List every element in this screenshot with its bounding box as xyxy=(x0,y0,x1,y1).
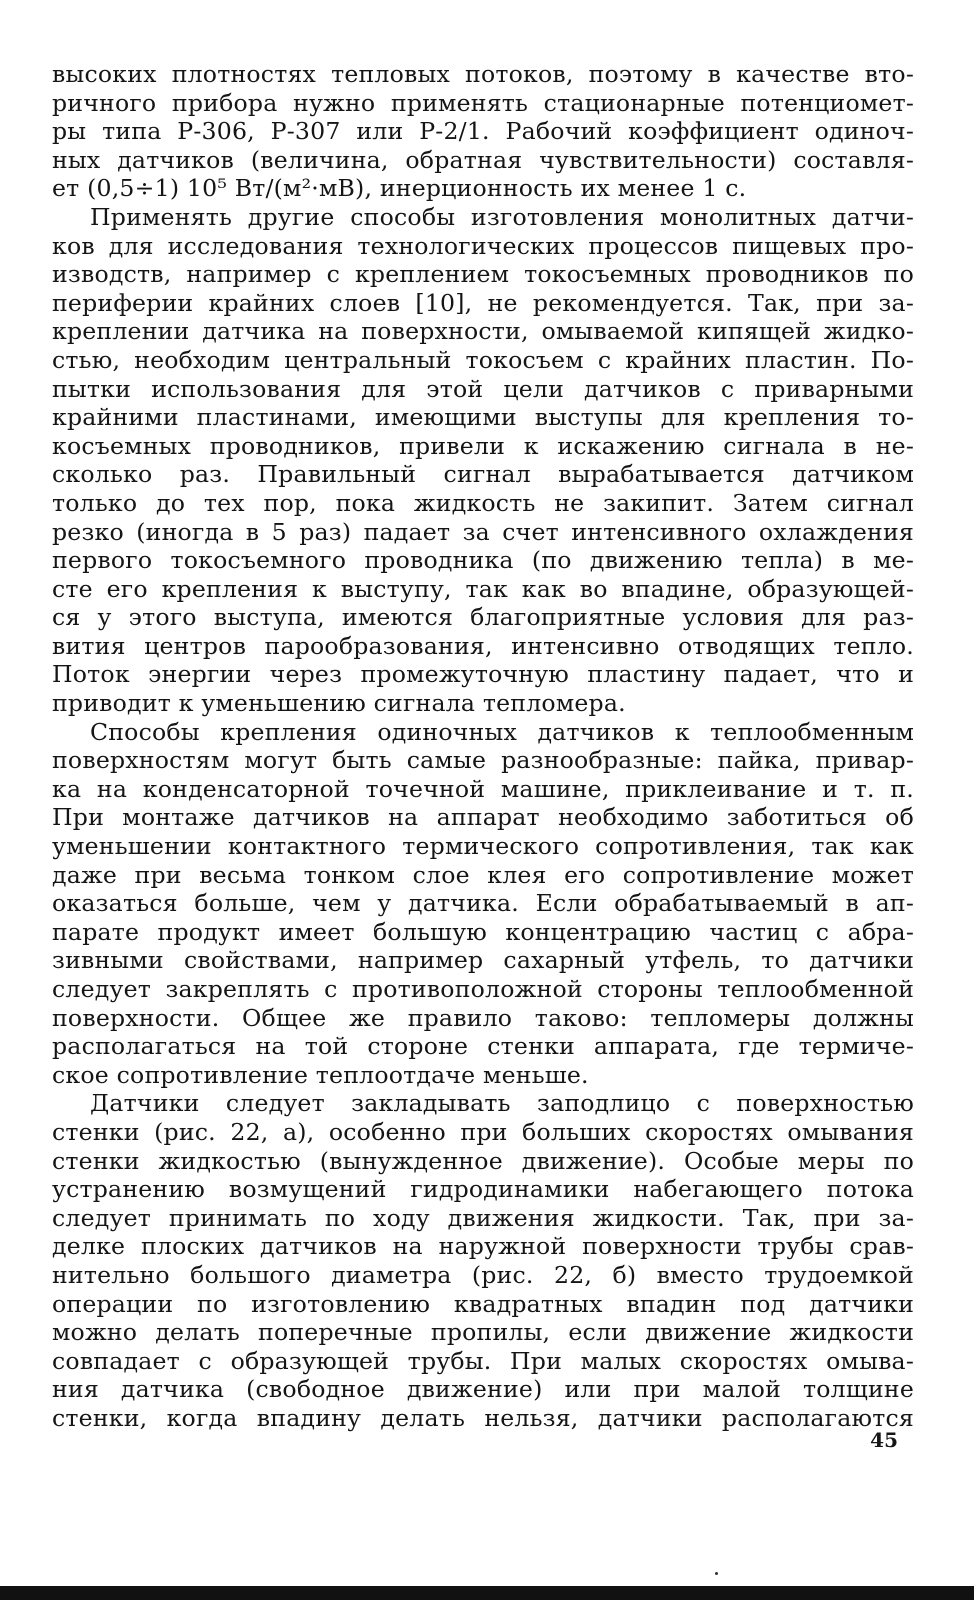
text-line: поверхностям могут быть самые разнообразные: пайка, привар- xyxy=(52,746,914,775)
paragraph xyxy=(52,718,914,1090)
text-line: следует закреплять с противоположной стороны теплообменной xyxy=(52,975,914,1003)
text-line: пытки использования для этой цели датчиков с приварными xyxy=(52,374,914,403)
text-line: ков для исследования технологических процессов пищевых про- xyxy=(52,231,914,260)
text-line: высоких плотностях тепловых потоков, поэтому в качестве вто- xyxy=(52,60,914,88)
text-line: ское сопротивление теплоотдаче меньше. xyxy=(52,1060,589,1089)
text-line: Способы крепления одиночных датчиков к теплообменным xyxy=(90,717,914,746)
text-line: Поток энергии через промежуточную пластину падает, что и xyxy=(52,660,914,689)
text-line: ся у этого выступа, имеются благоприятные условия для раз- xyxy=(52,603,914,632)
text-line: нительно большого диаметра (рис. 22, б) вместо трудоемкой xyxy=(52,1260,914,1289)
text-line: операции по изготовлению квадратных впадин под датчики xyxy=(52,1289,914,1318)
text-line: стенки, когда впадину делать нельзя, датчики располагаются xyxy=(52,1403,914,1432)
page-body xyxy=(52,60,914,1433)
scan-bottom-edge xyxy=(0,1586,974,1600)
text-line: приводит к уменьшению сигнала тепломера. xyxy=(52,689,626,718)
text-line: ет (0,5÷1) 10⁵ Вт/(м²·мВ), инерционность их менее 1 с. xyxy=(52,174,747,203)
text-line: зивными свойствами, например сахарный утфель, то датчики xyxy=(52,946,914,975)
text-line: сте его крепления к выступу, так как во впадине, образующей- xyxy=(52,574,914,603)
text-line: ных датчиков (величина, обратная чувствительности) составля- xyxy=(52,145,914,174)
text-line: стью, необходим центральный токосъем с крайних пластин. По- xyxy=(52,345,914,374)
text-line: располагаться на той стороне стенки аппарата, где термиче- xyxy=(52,1032,914,1061)
text-line: можно делать поперечные пропилы, если движение жидкости xyxy=(52,1318,914,1347)
paragraph xyxy=(52,203,914,718)
text-line: косъемных проводников, привели к искажению сигнала в не- xyxy=(52,431,914,460)
text-line: резко (иногда в 5 раз) падает за счет интенсивного охлаждения xyxy=(52,517,914,546)
text-line: ричного прибора нужно применять стационарные потенциомет- xyxy=(52,88,914,117)
text-line: делке плоских датчиков на наружной поверхности трубы срав- xyxy=(52,1232,914,1261)
text-line: следует принимать по ходу движения жидкости. Так, при за- xyxy=(52,1203,914,1232)
text-line: только до тех пор, пока жидкость не закипит. Затем сигнал xyxy=(52,488,914,517)
text-line: ка на конденсаторной точечной машине, приклеивание и т. п. xyxy=(52,774,914,803)
page-number: 45 xyxy=(870,1428,898,1452)
text-line: вития центров парообразования, интенсивно отводящих тепло. xyxy=(52,631,914,660)
paragraph xyxy=(52,1089,914,1432)
text-line: крайними пластинами, имеющими выступы для крепления то- xyxy=(52,403,914,432)
text-line: ры типа Р-306, Р-307 или Р-2/1. Рабочий коэффициент одиноч- xyxy=(52,117,914,146)
speck xyxy=(715,1572,718,1575)
text-line: Применять другие способы изготовления монолитных датчи- xyxy=(90,202,914,231)
text-line: уменьшении контактного термического сопротивления, так как xyxy=(52,832,914,861)
text-line: При монтаже датчиков на аппарат необходимо заботиться об xyxy=(52,803,914,832)
paragraph xyxy=(52,60,914,203)
text-line: даже при весьма тонком слое клея его сопротивление может xyxy=(52,860,914,889)
text-line: ния датчика (свободное движение) или при малой толщине xyxy=(52,1375,914,1404)
text-line: креплении датчика на поверхности, омываемой кипящей жидко- xyxy=(52,317,914,346)
text-line: устранению возмущений гидродинамики набегающего потока xyxy=(52,1175,914,1204)
text-line: совпадает с образующей трубы. При малых скоростях омыва- xyxy=(52,1346,914,1375)
text-line: стенки жидкостью (вынужденное движение). Особые меры по xyxy=(52,1146,914,1175)
text-line: парате продукт имеет большую концентрацию частиц с абра- xyxy=(52,917,914,946)
text-line: стенки (рис. 22, а), особенно при больших скоростях омывания xyxy=(52,1117,914,1146)
text-line: поверхности. Общее же правило таково: тепломеры должны xyxy=(52,1003,914,1032)
text-line: Датчики следует закладывать заподлицо с поверхностью xyxy=(90,1089,914,1118)
text-line: сколько раз. Правильный сигнал вырабатывается датчиком xyxy=(52,460,914,489)
text-line: периферии крайних слоев [10], не рекомендуется. Так, при за- xyxy=(52,288,914,317)
text-line: оказаться больше, чем у датчика. Если обрабатываемый в ап- xyxy=(52,889,914,918)
text-line: изводств, например с креплением токосъемных проводников по xyxy=(52,260,914,289)
text-line: первого токосъемного проводника (по движению тепла) в ме- xyxy=(52,546,914,575)
